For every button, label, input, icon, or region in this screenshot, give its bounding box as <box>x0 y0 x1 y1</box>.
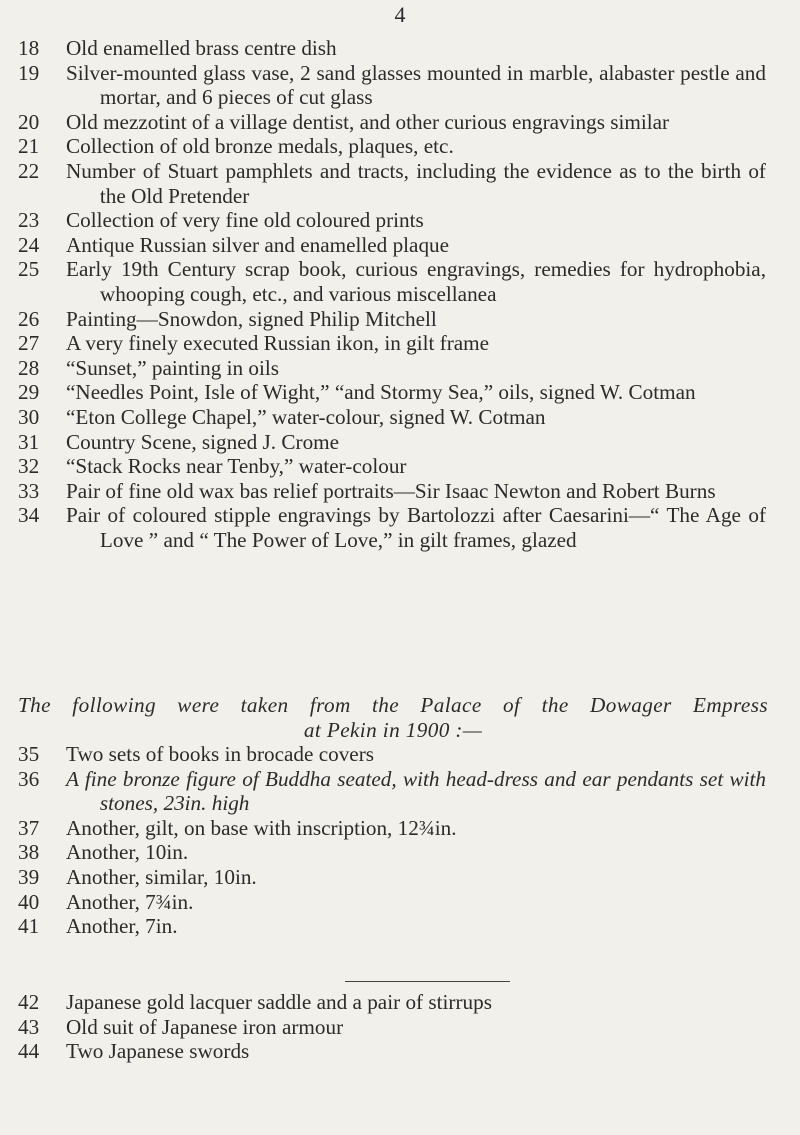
lot-entry <box>0 865 800 890</box>
lot-entry <box>0 1015 800 1040</box>
lot-entry <box>0 257 800 306</box>
lot-description: Another, similar, 10in. <box>66 864 257 889</box>
lot-entry <box>0 1039 800 1064</box>
lot-description: Antique Russian silver and enamelled plaque <box>66 232 450 257</box>
lot-entry <box>0 914 800 939</box>
lot-description: “Needles Point, Isle of Wight,” “and Stormy Sea,” oils, signed W. Cotman <box>66 380 696 405</box>
lot-description: Painting—Snowdon, signed Philip Mitchell <box>66 306 437 331</box>
page-number: 4 <box>394 2 406 27</box>
lot-entry <box>0 134 800 159</box>
lot-description: Another, 7¾in. <box>66 889 194 914</box>
lot-entry <box>0 110 800 135</box>
lot-number: 33 <box>18 478 40 503</box>
lot-entry <box>0 208 800 233</box>
lot-entry <box>0 742 800 767</box>
lot-description: “Stack Rocks near Tenby,” water-colour <box>66 454 407 479</box>
lot-number: 30 <box>18 404 40 429</box>
lot-description: Japanese gold lacquer saddle and a pair of stirrups <box>66 990 492 1014</box>
lot-entry <box>0 990 800 1015</box>
lot-number: 39 <box>18 864 40 889</box>
lot-number: 37 <box>18 815 40 840</box>
lot-entry <box>0 233 800 258</box>
lot-number: 23 <box>18 208 40 233</box>
lot-number: 20 <box>18 109 40 134</box>
lot-number: 29 <box>18 380 40 405</box>
lot-number: 21 <box>18 134 40 159</box>
lot-number: 42 <box>18 990 40 1014</box>
lot-number: 41 <box>18 914 40 939</box>
lot-list-main <box>0 36 800 552</box>
lot-description: Two Japanese swords <box>66 1039 250 1064</box>
lot-entry <box>0 430 800 455</box>
lot-description: Silver-mounted glass vase, 2 sand glasses mounted in marble, alabaster pestle and mortar, and 6 pieces of cut glass <box>66 60 766 110</box>
lot-description: A fine bronze figure of Buddha seated, with head-dress and ear pendants set with stones, 23in. high <box>66 766 766 816</box>
lot-number: 36 <box>18 766 40 791</box>
lot-number: 35 <box>18 742 40 766</box>
lot-entry <box>0 479 800 504</box>
lot-entry <box>0 767 800 816</box>
lot-number: 24 <box>18 232 40 257</box>
lot-entry <box>0 61 800 110</box>
lot-description: Pair of fine old wax bas relief portraits—Sir Isaac Newton and Robert Burns <box>66 478 716 503</box>
lot-entry <box>0 840 800 865</box>
lot-entry <box>0 380 800 405</box>
lot-entry <box>0 890 800 915</box>
lot-description: A very finely executed Russian ikon, in gilt frame <box>66 331 490 356</box>
section-heading-line-1: The following were taken from the Palace of the Dowager Empress <box>18 693 768 717</box>
lot-description: Early 19th Century scrap book, curious engravings, remedies for hydrophobia, whooping cough, etc., and various miscellanea <box>66 257 766 306</box>
lot-description: Collection of very fine old coloured prints <box>66 208 424 233</box>
lot-number: 44 <box>18 1039 40 1064</box>
lot-entry <box>0 307 800 332</box>
lot-description: Collection of old bronze medals, plaques, etc. <box>66 134 454 159</box>
lot-entry <box>0 816 800 841</box>
lot-description: Country Scene, signed J. Crome <box>66 429 340 454</box>
lot-number: 31 <box>18 429 40 454</box>
lot-description: Another, 7in. <box>66 914 178 939</box>
lot-entry <box>0 405 800 430</box>
lot-list-japanese <box>0 990 800 1064</box>
lot-description: Pair of coloured stipple engravings by Bartolozzi after Caesarini—“ The Age of Love ” and “ The Power of Love,” in gilt frames, glazed <box>66 503 766 552</box>
lot-entry <box>0 356 800 381</box>
lot-description: Old suit of Japanese iron armour <box>66 1014 344 1039</box>
lot-description: Old mezzotint of a village dentist, and other curious engravings similar <box>66 109 670 134</box>
lot-description: “Eton College Chapel,” water-colour, signed W. Cotman <box>66 404 546 429</box>
lot-description: Two sets of books in brocade covers <box>66 742 375 766</box>
lot-entry <box>0 454 800 479</box>
lot-description: Old enamelled brass centre dish <box>66 36 337 60</box>
lot-description: Another, 10in. <box>66 840 189 865</box>
lot-number: 43 <box>18 1014 40 1039</box>
lot-description: Number of Stuart pamphlets and tracts, including the evidence as to the birth of the Old Pretender <box>66 158 766 208</box>
lot-description: Another, gilt, on base with inscription, 12¾in. <box>66 815 457 840</box>
section-heading-line-2: at Pekin in 1900 :— <box>303 717 483 742</box>
lot-entry <box>0 159 800 208</box>
lot-number: 40 <box>18 889 40 914</box>
lot-number: 28 <box>18 355 40 380</box>
lot-number: 26 <box>18 306 40 331</box>
lot-number: 19 <box>18 60 40 85</box>
section-divider <box>345 981 510 982</box>
lot-list-pekin <box>0 742 800 939</box>
lot-number: 34 <box>18 503 40 528</box>
lot-number: 32 <box>18 454 40 479</box>
lot-description: “Sunset,” painting in oils <box>66 355 280 380</box>
lot-number: 18 <box>18 36 40 60</box>
lot-entry <box>0 331 800 356</box>
lot-number: 27 <box>18 331 40 356</box>
lot-entry <box>0 503 800 552</box>
lot-entry <box>0 36 800 61</box>
lot-number: 25 <box>18 257 40 282</box>
lot-number: 38 <box>18 840 40 865</box>
lot-number: 22 <box>18 158 40 183</box>
section-heading <box>18 693 768 742</box>
